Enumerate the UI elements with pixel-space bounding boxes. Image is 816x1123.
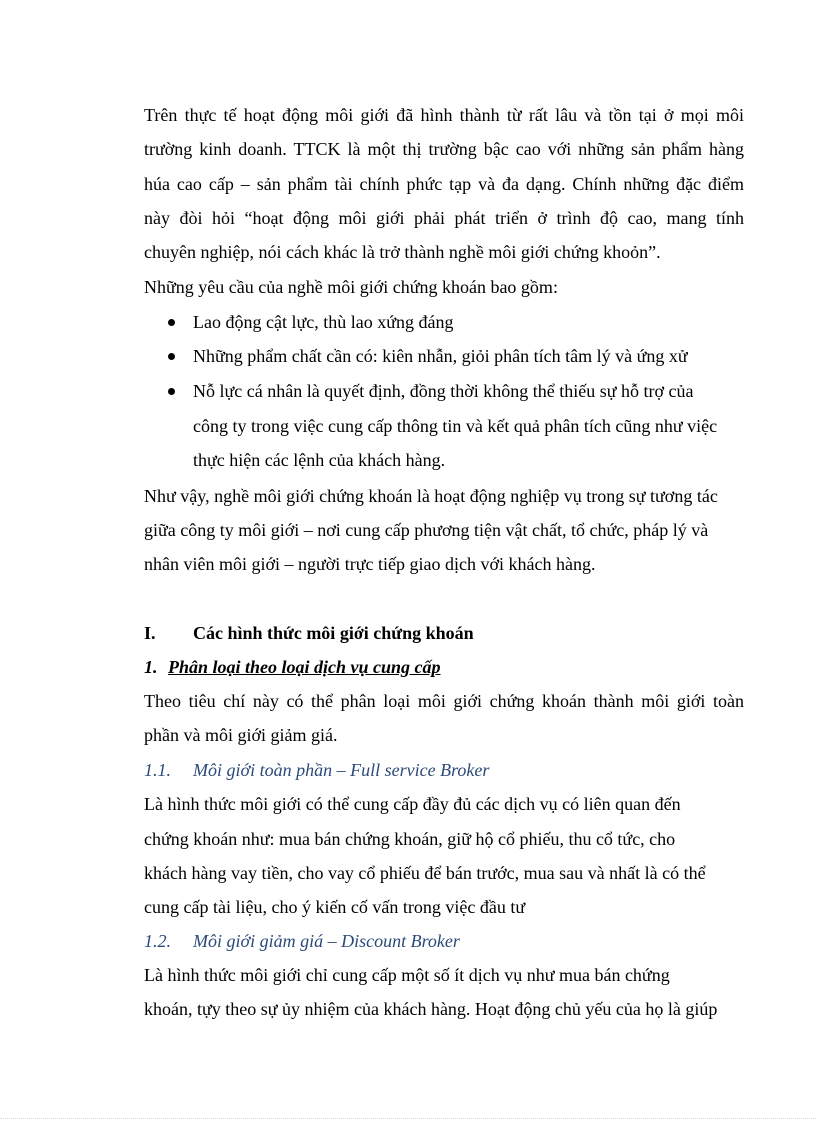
- paragraph-line: khoán, tựy theo sự ủy nhiệm của khách hàng. Hoạt động chủ yếu của họ là giúp: [144, 999, 718, 1019]
- list-item-continuation: công ty trong việc cung cấp thông tin và kết quả phân tích cũng như việc: [193, 416, 718, 436]
- page-bottom-rule: [0, 1118, 816, 1119]
- paragraph-line: húa cao cấp – sản phẩm tài chính phức tạp và đa dạng. Chính những đặc điểm: [144, 174, 744, 194]
- subsection-number: 1.: [144, 657, 158, 677]
- paragraph-line: khách hàng vay tiền, cho vay cổ phiếu để bán trước, mua sau và nhất là có thể: [144, 863, 706, 883]
- list-item-continuation: thực hiện các lệnh của khách hàng.: [193, 450, 446, 470]
- paragraph-line: này đòi hỏi “hoạt động môi giới phải phát triển ở trình độ cao, mang tính: [144, 208, 744, 228]
- paragraph-line: phần và môi giới giảm giá.: [144, 725, 338, 745]
- requirements-intro: Những yêu cầu của nghề môi giới chứng khoán bao gồm:: [144, 277, 558, 297]
- item-number: 1.1.: [144, 760, 171, 780]
- paragraph-line: chứng khoán như: mua bán chứng khoán, giữ hộ cổ phiếu, thu cổ tức, cho: [144, 829, 676, 849]
- bullet-icon: [168, 319, 175, 326]
- list-item: Nỗ lực cá nhân là quyết định, đồng thời không thể thiếu sự hỗ trợ của: [193, 381, 694, 401]
- paragraph-line: Là hình thức môi giới có thể cung cấp đầy đủ các dịch vụ có liên quan đến: [144, 794, 681, 814]
- bullet-icon: [168, 353, 175, 360]
- list-item: Những phẩm chất cần có: kiên nhẫn, giỏi phân tích tâm lý và ứng xử: [193, 346, 688, 366]
- paragraph-line: giữa công ty môi giới – nơi cung cấp phương tiện vật chất, tổ chức, pháp lý và: [144, 520, 709, 540]
- paragraph-line: chuyên nghiệp, nói cách khác là trở thành nghề môi giới chứng khoỏn”.: [144, 242, 661, 262]
- section-title: Các hình thức môi giới chứng khoán: [193, 623, 474, 643]
- paragraph-line: Theo tiêu chí này có thể phân loại môi giới chứng khoán thành môi giới toàn: [144, 691, 744, 711]
- paragraph-line: Trên thực tế hoạt động môi giới đã hình thành từ rất lâu và tồn tại ở mọi môi: [144, 105, 744, 125]
- item-title: Môi giới giảm giá – Discount Broker: [193, 931, 460, 951]
- paragraph-line: nhân viên môi giới – người trực tiếp giao dịch với khách hàng.: [144, 554, 596, 574]
- subsection-title: Phân loại theo loại dịch vụ cung cấp: [168, 657, 441, 677]
- paragraph-line: Là hình thức môi giới chỉ cung cấp một số ít dịch vụ như mua bán chứng: [144, 965, 670, 985]
- section-number: I.: [144, 623, 156, 643]
- paragraph-line: trường kinh doanh. TTCK là một thị trường bậc cao với những sản phẩm hàng: [144, 139, 744, 159]
- paragraph-line: Như vậy, nghề môi giới chứng khoán là hoạt động nghiệp vụ trong sự tương tác: [144, 486, 718, 506]
- list-item: Lao động cật lực, thù lao xứng đáng: [193, 312, 454, 332]
- item-number: 1.2.: [144, 931, 171, 951]
- item-title: Môi giới toàn phần – Full service Broker: [193, 760, 490, 780]
- bullet-icon: [168, 388, 175, 395]
- paragraph-line: cung cấp tài liệu, cho ý kiến cố vấn trong việc đầu tư: [144, 897, 526, 917]
